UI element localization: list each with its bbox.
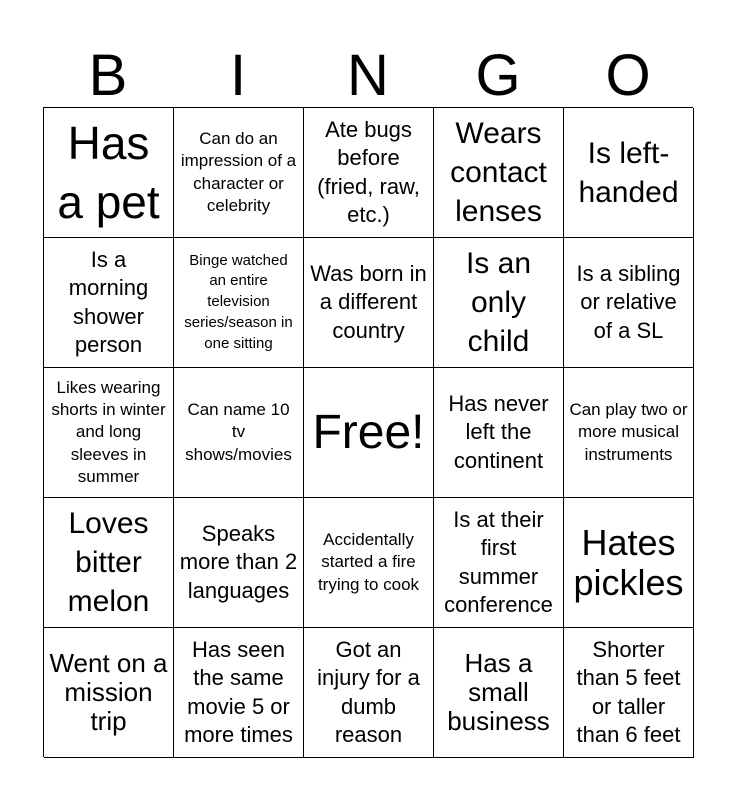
cell-text: Speaks more than 2 languages bbox=[179, 521, 298, 603]
header-letter-b: B bbox=[88, 43, 128, 108]
bingo-cell[interactable] bbox=[44, 498, 174, 628]
bingo-cell[interactable] bbox=[564, 368, 694, 498]
header-letter-g: G bbox=[475, 43, 521, 108]
bingo-grid bbox=[43, 107, 693, 757]
cell-text: Likes wearing shorts in winter and long sleeves in summer bbox=[51, 378, 166, 486]
cell-text: Is at their first summer conference bbox=[444, 507, 553, 617]
cell-text: Is a morning shower person bbox=[68, 247, 149, 357]
bingo-cell[interactable] bbox=[564, 108, 694, 238]
bingo-cell[interactable] bbox=[44, 238, 174, 368]
header-letter-o: O bbox=[605, 43, 651, 108]
cell-text: Binge watched an entire television series/season in one sitting bbox=[184, 251, 293, 352]
cell-text: Hates pickles bbox=[573, 521, 684, 603]
cell-text: Wears contact lenses bbox=[450, 117, 547, 228]
bingo-cell[interactable] bbox=[174, 108, 304, 238]
bingo-cell[interactable] bbox=[564, 238, 694, 368]
bingo-cell[interactable] bbox=[304, 498, 434, 628]
bingo-header bbox=[43, 40, 693, 108]
bingo-cell[interactable] bbox=[174, 368, 304, 498]
cell-text: Free! bbox=[312, 405, 425, 459]
bingo-cell[interactable] bbox=[564, 628, 694, 758]
bingo-cell[interactable] bbox=[434, 238, 564, 368]
bingo-cell[interactable] bbox=[434, 498, 564, 628]
bingo-cell[interactable] bbox=[174, 238, 304, 368]
cell-text: Has a small business bbox=[447, 647, 550, 737]
cell-text: Can play two or more musical instruments bbox=[569, 400, 688, 464]
bingo-cell[interactable] bbox=[174, 498, 304, 628]
cell-text: Shorter than 5 feet or taller than 6 feet bbox=[576, 637, 681, 747]
cell-text: Can do an impression of a character or celebrity bbox=[180, 129, 297, 215]
bingo-cell[interactable] bbox=[304, 628, 434, 758]
cell-text: Is left-handed bbox=[578, 136, 679, 209]
bingo-cell[interactable] bbox=[174, 628, 304, 758]
bingo-cell[interactable] bbox=[44, 368, 174, 498]
cell-text: Has seen the same movie 5 or more times bbox=[184, 637, 293, 747]
bingo-cell[interactable] bbox=[434, 108, 564, 238]
cell-text: Loves bitter melon bbox=[67, 507, 150, 618]
bingo-cell[interactable] bbox=[434, 368, 564, 498]
bingo-cell[interactable] bbox=[564, 498, 694, 628]
cell-text: Accidentally started a fire trying to cook bbox=[317, 530, 420, 594]
header-letter-i: I bbox=[229, 43, 247, 108]
free-space[interactable] bbox=[304, 368, 434, 498]
cell-text: Can name 10 tv shows/movies bbox=[185, 400, 292, 464]
cell-text: Was born in a different country bbox=[310, 261, 427, 343]
cell-text: Has a pet bbox=[57, 116, 160, 228]
header-letter-n: N bbox=[347, 43, 389, 108]
cell-text: Has never left the continent bbox=[448, 391, 549, 473]
bingo-cell[interactable] bbox=[44, 108, 174, 238]
bingo-cell[interactable] bbox=[434, 628, 564, 758]
bingo-cell[interactable] bbox=[304, 108, 434, 238]
cell-text: Got an injury for a dumb reason bbox=[317, 637, 420, 747]
bingo-cell[interactable] bbox=[44, 628, 174, 758]
cell-text: Is a sibling or relative of a SL bbox=[576, 261, 681, 343]
bingo-cell[interactable] bbox=[304, 238, 434, 368]
cell-text: Ate bugs before (fried, raw, etc.) bbox=[317, 117, 420, 227]
cell-text: Is an only child bbox=[465, 247, 532, 358]
cell-text: Went on a mission trip bbox=[49, 647, 168, 737]
